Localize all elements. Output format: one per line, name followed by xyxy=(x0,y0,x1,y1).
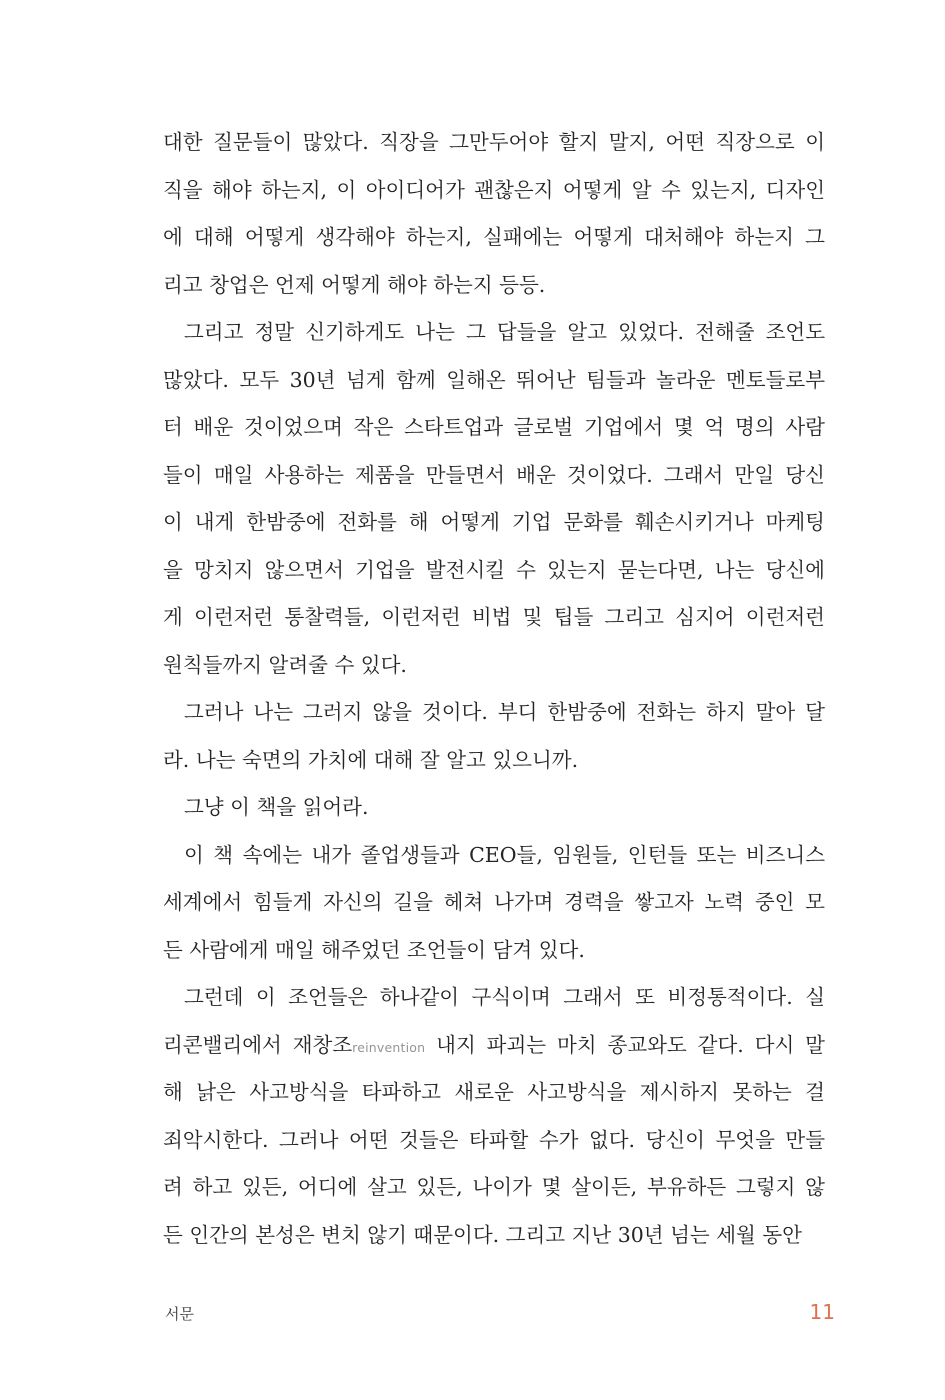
body-text xyxy=(163,119,825,1259)
inline-annotation: reinvention xyxy=(352,1039,426,1055)
text-line: 려 하고 있든, 어디에 살고 있든, 나이가 몇 살이든, 부유하든 그렇지 않 xyxy=(163,1175,825,1199)
text-line: 대한 질문들이 많았다. 직장을 그만두어야 할지 말지, 어떤 직장으로 이 xyxy=(163,130,825,154)
text-line: 이 내게 한밤중에 전화를 해 어떻게 기업 문화를 훼손시키거나 마케팅 xyxy=(163,510,825,534)
text-line: 직을 해야 하는지, 이 아이디어가 괜찮은지 어떻게 알 수 있는지, 디자인 xyxy=(163,177,825,202)
text-line: 들이 매일 사용하는 제품을 만들면서 배운 것이었다. 그래서 만일 당신 xyxy=(163,462,825,487)
text-line: 터 배운 것이었으며 작은 스타트업과 글로벌 기업에서 몇 억 명의 사람 xyxy=(163,415,825,439)
text-line: 원칙들까지 알려줄 수 있다. xyxy=(163,652,407,677)
text-line: 많았다. 모두 30년 넘게 함께 일해온 뛰어난 팀들과 놀라운 멘토들로부 xyxy=(163,367,825,392)
text-line: 그냥 이 책을 읽어라. xyxy=(184,795,369,819)
text-line: 리고 창업은 언제 어떻게 해야 하는지 등등. xyxy=(163,272,546,297)
text-line: 세계에서 힘들게 자신의 길을 헤쳐 나가며 경력을 쌓고자 노력 중인 모 xyxy=(163,890,825,914)
text-line: 게 이런저런 통찰력들, 이런저런 비법 및 팁들 그리고 심지어 이런저런 xyxy=(163,605,825,629)
text-line: 을 망치지 않으면서 기업을 발전시킬 수 있는지 묻는다면, 나는 당신에 xyxy=(163,557,825,582)
text-segment: 리콘밸리에서 재창조 xyxy=(163,1032,353,1057)
text-line: 그리고 정말 신기하게도 나는 그 답들을 알고 있었다. 전해줄 조언도 xyxy=(184,320,825,344)
text-line xyxy=(163,1022,825,1070)
text-segment: 내지 파괴는 마치 종교와도 같다. 다시 말 xyxy=(425,1032,825,1057)
text-line: 해 낡은 사고방식을 타파하고 새로운 사고방식을 제시하지 못하는 걸 xyxy=(163,1080,825,1104)
text-line: 든 사람에게 매일 해주었던 조언들이 담겨 있다. xyxy=(163,937,585,962)
text-line: 이 책 속에는 내가 졸업생들과 CEO들, 임원들, 인턴들 또는 비즈니스 xyxy=(184,842,825,867)
text-line: 그러나 나는 그러지 않을 것이다. 부디 한밤중에 전화는 하지 말아 달 xyxy=(184,700,825,724)
text-line: 라. 나는 숙면의 가치에 대해 잘 알고 있으니까. xyxy=(163,747,579,772)
footer-page-number: 11 xyxy=(809,1300,835,1324)
text-line: 죄악시한다. 그러나 어떤 것들은 타파할 수가 없다. 당신이 무엇을 만들 xyxy=(163,1127,825,1152)
text-line: 든 인간의 본성은 변치 않기 때문이다. 그리고 지난 30년 넘는 세월 동안 xyxy=(163,1222,802,1247)
text-line: 그런데 이 조언들은 하나같이 구식이며 그래서 또 비정통적이다. 실 xyxy=(184,985,825,1009)
text-line: 에 대해 어떻게 생각해야 하는지, 실패에는 어떻게 대처해야 하는지 그 xyxy=(163,225,825,249)
footer-section-label: 서문 xyxy=(165,1305,194,1323)
